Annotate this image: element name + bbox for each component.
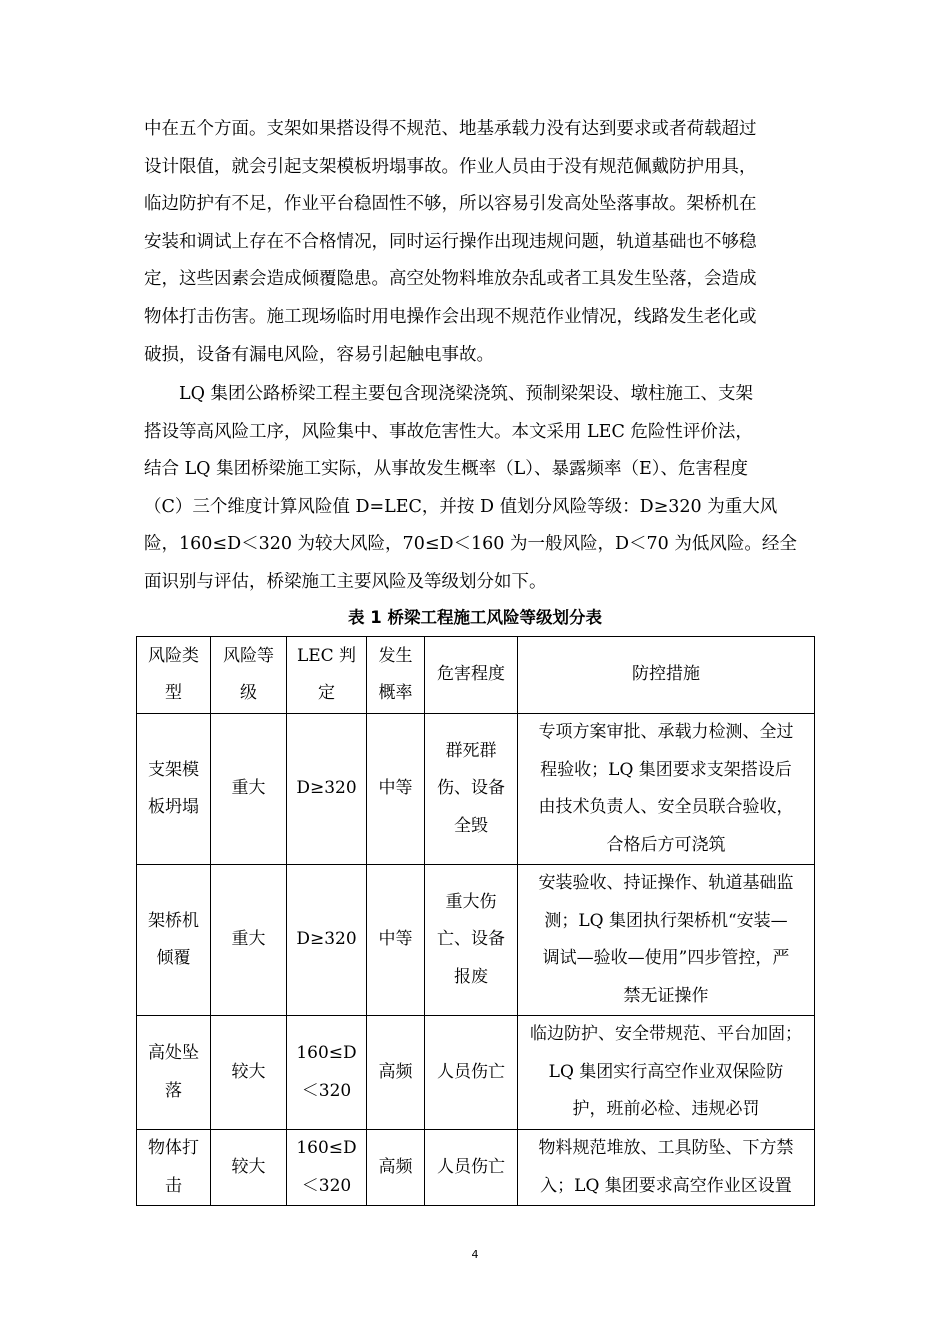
header-cell-lec-value: [287, 637, 367, 714]
cell-line: 概率: [378, 683, 413, 703]
cell-line: 程验收；LQ 集团要求支架搭设后: [540, 759, 792, 780]
cell-line: 危害程度: [437, 664, 505, 685]
paragraph-line: 结合 LQ 集团桥梁施工实际，从事故发生概率（L）、暴露频率（E）、危害程度: [144, 459, 748, 480]
cell-line: 调试—验收—使用”四步管控，严: [542, 948, 790, 968]
cell-line: ＜320: [301, 1080, 352, 1101]
paragraph-line: （C）三个维度计算风险值 D=LEC，并按 D 值划分风险等级：D≥320 为重大风: [144, 496, 778, 517]
cell-lec-value: [287, 1016, 367, 1130]
page-number: 4: [471, 1248, 479, 1261]
paragraph-line: 定，这些因素会造成倾覆隐患。高空处物料堆放杂乱或者工具发生坠落，会造成: [144, 269, 757, 290]
cell-line: 支架模: [148, 759, 199, 780]
cell-line: 架桥机: [148, 910, 199, 931]
paragraph-line: 设计限值，就会引起支架模板坍塌事故。作业人员由于没有规范佩戴防护用具，: [144, 156, 757, 177]
header-cell-risk-type: [137, 637, 211, 714]
table-caption: 表 1 桥梁工程施工风险等级划分表: [348, 608, 602, 627]
cell-probability: [367, 714, 425, 865]
cell-line: 护，班前必检、违规必罚: [572, 1099, 760, 1120]
risk-level-table: [136, 636, 815, 1206]
cell-line: 物体打: [148, 1138, 199, 1158]
cell-line: 击: [165, 1175, 182, 1196]
cell-line: 人员伤亡: [437, 1156, 505, 1177]
cell-line: LQ 集团实行高空作业双保险防: [548, 1061, 784, 1082]
table-header-row: [137, 637, 815, 714]
header-cell-severity: [425, 637, 518, 714]
cell-line: 专项方案审批、承载力检测、全过: [538, 722, 794, 742]
cell-line: 全毁: [454, 815, 488, 836]
cell-line: 人员伤亡: [437, 1061, 505, 1082]
header-cell-probability: [367, 637, 425, 714]
cell-line: 级: [240, 683, 257, 703]
cell-line: 160≤D: [296, 1043, 357, 1063]
cell-line: 较大: [231, 1061, 266, 1082]
cell-line: 入；LQ 集团要求高空作业区设置: [540, 1175, 792, 1196]
cell-line: 安装验收、持证操作、轨道基础监: [538, 873, 794, 893]
cell-risk-type: [137, 1016, 211, 1130]
cell-line: 物料规范堆放、工具防坠、下方禁: [538, 1138, 794, 1158]
paragraph-line: 破损，设备有漏电风险，容易引起触电事故。: [144, 344, 494, 365]
paragraph-line: 安装和调试上存在不合格情况，同时运行操作出现违规问题，轨道基础也不够稳: [144, 231, 757, 252]
cell-lec-value: [287, 1130, 367, 1206]
paragraph-line: 临边防护有不足，作业平台稳固性不够，所以容易引发高处坠落事故。架桥机在: [144, 194, 757, 215]
cell-risk-type: [137, 865, 211, 1016]
body-paragraph-2: [144, 376, 810, 602]
header-cell-control-measures: [518, 637, 815, 714]
cell-risk-level: [211, 714, 287, 865]
cell-line: 测；LQ 集团执行架桥机“安装—: [544, 910, 788, 931]
cell-line: 风险等: [223, 645, 274, 666]
cell-control-measures: [518, 714, 815, 865]
cell-risk-level: [211, 1130, 287, 1206]
cell-line: 落: [165, 1080, 182, 1101]
table-row: [137, 865, 815, 1016]
cell-probability: [367, 865, 425, 1016]
paragraph-line: 面识别与评估，桥梁施工主要风险及等级划分如下。: [144, 571, 547, 592]
paragraph-line: 中在五个方面。支架如果搭设得不规范、地基承载力没有达到要求或者荷载超过: [144, 119, 757, 139]
cell-line: 禁无证操作: [623, 985, 709, 1006]
cell-line: D≥320: [296, 778, 357, 799]
cell-line: 定: [318, 683, 335, 703]
cell-line: 较大: [231, 1156, 266, 1177]
cell-line: 高处坠: [148, 1043, 199, 1063]
header-cell-risk-level: [211, 637, 287, 714]
table-row: [137, 714, 815, 865]
paragraph-line: 物体打击伤害。施工现场临时用电操作会出现不规范作业情况，线路发生老化或: [144, 306, 757, 327]
cell-line: 亡、设备: [437, 929, 505, 950]
cell-line: 中等: [378, 929, 413, 950]
paragraph-line: 搭设等高风险工序，风险集中、事故危害性大。本文采用 LEC 危险性评价法，: [144, 421, 753, 442]
cell-line: 合格后方可浇筑: [606, 834, 726, 855]
cell-risk-level: [211, 865, 287, 1016]
table-row: [137, 1016, 815, 1130]
cell-line: 板坍塌: [148, 797, 199, 817]
cell-line: 防控措施: [632, 664, 700, 685]
cell-line: 由技术负责人、安全员联合验收，: [538, 797, 794, 817]
cell-line: 群死群: [445, 740, 497, 761]
cell-control-measures: [518, 1130, 815, 1206]
cell-risk-type: [137, 714, 211, 865]
cell-severity: [425, 714, 518, 865]
cell-probability: [367, 1130, 425, 1206]
cell-probability: [367, 1016, 425, 1130]
cell-lec-value: [287, 865, 367, 1016]
cell-line: ＜320: [301, 1175, 352, 1196]
body-paragraph-1: [144, 111, 810, 374]
cell-risk-level: [211, 1016, 287, 1130]
cell-line: 发生: [378, 645, 413, 666]
cell-line: 报废: [454, 966, 488, 987]
cell-line: D≥320: [296, 929, 357, 950]
cell-risk-type: [137, 1130, 211, 1206]
cell-line: 临边防护、安全带规范、平台加固；: [530, 1024, 802, 1045]
cell-line: 伤、设备: [437, 778, 505, 799]
cell-line: 型: [165, 683, 182, 703]
cell-line: 风险类: [148, 645, 199, 666]
cell-line: 倾覆: [156, 948, 191, 968]
cell-line: 重大: [231, 778, 266, 799]
paragraph-line: 险，160≤D＜320 为较大风险，70≤D＜160 为一般风险，D＜70 为低风险。经全: [144, 534, 797, 555]
cell-line: 重大伤: [445, 891, 497, 912]
cell-line: 高频: [378, 1061, 413, 1082]
cell-severity: [425, 865, 518, 1016]
table-row: [137, 1130, 815, 1206]
cell-control-measures: [518, 865, 815, 1016]
cell-line: 重大: [231, 929, 266, 950]
paragraph-line: LQ 集团公路桥梁工程主要包含现浇梁浇筑、预制梁架设、墩柱施工、支架: [144, 384, 754, 404]
cell-line: 中等: [378, 778, 413, 799]
cell-line: LEC 判: [296, 645, 357, 666]
cell-control-measures: [518, 1016, 815, 1130]
cell-line: 160≤D: [296, 1138, 357, 1158]
cell-severity: [425, 1130, 518, 1206]
cell-lec-value: [287, 714, 367, 865]
cell-severity: [425, 1016, 518, 1130]
cell-line: 高频: [378, 1156, 413, 1177]
